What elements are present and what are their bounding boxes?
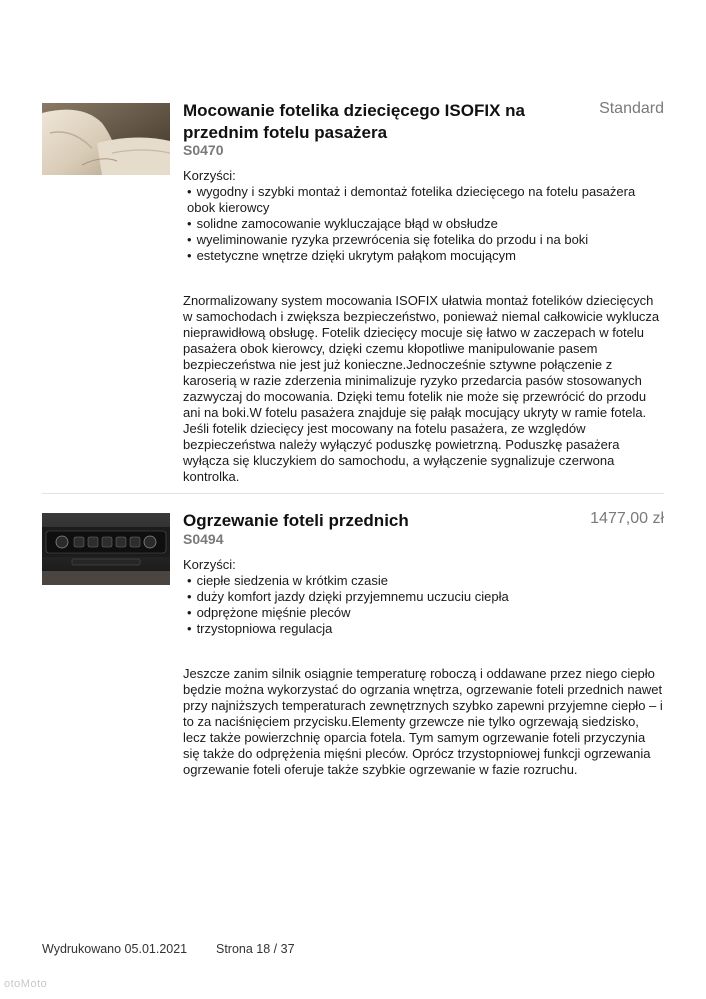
footer-print-date: Wydrukowano 05.01.2021	[42, 942, 188, 956]
isofix-seat-image	[42, 103, 170, 175]
benefits-list	[183, 184, 653, 264]
seat-heating-panel-image	[42, 513, 170, 585]
item-title: Mocowanie fotelika dziecięcego ISOFIX na przednim fotelu pasażera	[183, 101, 525, 142]
benefits-section	[183, 557, 653, 637]
item-title: Ogrzewanie foteli przednich	[183, 511, 409, 530]
benefit-item: • odprężone mięśnie pleców	[183, 605, 653, 621]
benefit-item: • wygodny i szybki montaż i demontaż fotelika dziecięcego na fotelu pasażera obok kierowcy	[183, 184, 653, 216]
benefit-item: • trzystopniowa regulacja	[183, 621, 653, 637]
benefit-item: • wyeliminowanie ryzyka przewrócenia się fotelika do przodu i na boki	[183, 232, 653, 248]
benefits-list	[183, 573, 653, 637]
benefits-label: Korzyści:	[183, 557, 236, 572]
benefits-section	[183, 168, 653, 264]
item-price: 1477,00 zł	[590, 510, 664, 527]
footer-page-number: Strona 18 / 37	[216, 942, 295, 956]
benefit-item: • ciepłe siedzenia w krótkim czasie	[183, 573, 653, 589]
benefit-item: • duży komfort jazdy dzięki przyjemnemu uczuciu ciepła	[183, 589, 653, 605]
section-divider	[42, 493, 664, 494]
benefit-item: • solidne zamocowanie wykluczające błąd w obsłudze	[183, 216, 653, 232]
item-code: S0470	[183, 142, 224, 158]
item-price: Standard	[599, 100, 664, 117]
benefits-label: Korzyści:	[183, 168, 236, 183]
benefit-item: • estetyczne wnętrze dzięki ukrytym pałąkom mocującym	[183, 248, 653, 264]
item-description: Jeszcze zanim silnik osiągnie temperaturę roboczą i oddawane przez niego ciepło będzie można wykorzystać do ogrzania wnętrza, ogrzewanie foteli przednich nawet przy najniższych temperaturach zewnętrznych szybko zapewni przyjemne ciepło – i to za naciśnięciem przycisku.Elementy grzewcze nie tylko ogrzewają siedzisko, lecz także powierzchnię oparcia fotela. Tym samym ogrzewanie foteli przyczynia się także do odprężenia mięśni pleców. Oprócz trzystopniowej funkcji ogrzewania ogrzewanie foteli oferuje także szybkie ogrzewanie w fazie rozruchu.	[183, 666, 663, 777]
item-description: Znormalizowany system mocowania ISOFIX ułatwia montaż fotelików dziecięcych w samochodach i zwiększa bezpieczeństwo, ponieważ niemal całkowicie wyklucza nieprawidłową obsługę. Fotelik dziecięcy mocuje się łatwo w zaczepach w fotelu pasażera obok kierowcy, dzięki czemu kłopotliwe manipulowanie pasem bezpieczeństwa nie jest już konieczne.Jednocześnie sztywne połączenie z karoserią w razie zderzenia minimalizuje ryzyko przedarcia pasów stosowanych zazwyczaj do mocowania. Dzięki temu fotelik nie może się przewrócić do przodu ani na boki.W fotelu pasażera znajduje się pałąk mocujący ukryty w ramie fotela. Jeśli fotelik dziecięcy jest mocowany na fotelu pasażera, ze względów bezpieczeństwa należy wyłączyć poduszkę powietrzną. Poduszkę pasażera wyłącza się kluczykiem do samochodu, a wyłączenie sygnalizuje czerwona kontrolka.	[183, 293, 660, 484]
item-code: S0494	[183, 531, 224, 547]
watermark-logo: otoMoto	[4, 978, 48, 990]
